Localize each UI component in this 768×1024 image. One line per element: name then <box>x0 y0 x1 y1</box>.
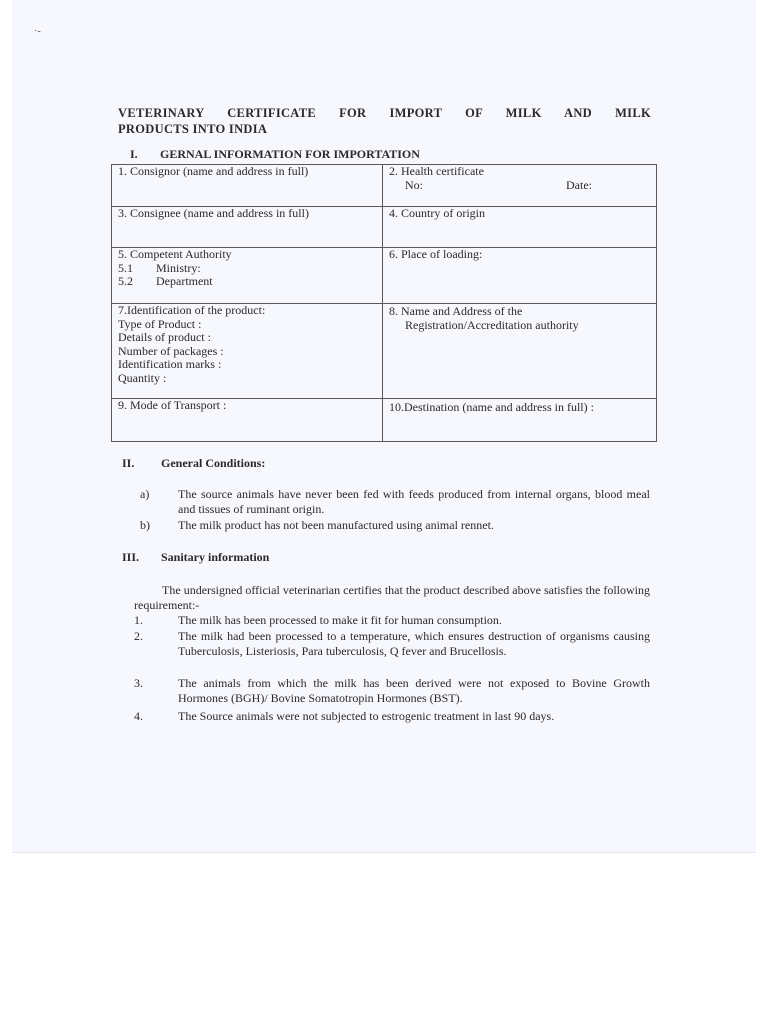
list-item <box>134 709 650 725</box>
certificate-title-line1: VETERINARY CERTIFICATE FOR IMPORT OF MILK AND MILK <box>118 106 651 120</box>
section2-number: II. <box>122 456 135 470</box>
product-identification-label: 7.Identification of the product: <box>118 303 266 317</box>
consignor-cell <box>112 165 383 207</box>
section3-number: III. <box>122 550 140 564</box>
section1-heading <box>130 147 420 162</box>
health-certificate-no-date <box>389 179 650 193</box>
list-marker: b) <box>140 518 150 532</box>
ministry-line: 5.1 Ministry: <box>118 260 201 275</box>
list-item <box>140 487 650 517</box>
health-certificate-label: 2. Health certificate <box>389 164 484 178</box>
list-text: The source animals have never been fed with feeds produced from internal organs, blood meal and tissues of ruminant origin. <box>178 487 650 516</box>
general-information-table <box>111 164 657 442</box>
consignor-label: 1. Consignor (name and address in full) <box>118 164 309 178</box>
country-of-origin-label: 4. Country of origin <box>389 206 485 220</box>
registration-authority-cell <box>383 304 657 399</box>
sanitary-intro: The undersigned official veterinarian certifies that the product described above satisfies the following requirement:- <box>134 583 650 612</box>
competent-authority-label: 5. Competent Authority <box>118 247 232 261</box>
destination-cell <box>383 399 657 442</box>
place-of-loading-label: 6. Place of loading: <box>389 247 483 261</box>
country-of-origin-cell <box>383 207 657 248</box>
list-marker: 2. <box>134 629 143 643</box>
table-row <box>112 399 657 442</box>
list-marker: 4. <box>134 709 143 723</box>
list-marker: 3. <box>134 676 143 690</box>
number-of-packages-label: Number of packages : <box>118 343 224 358</box>
consignee-label: 3. Consignee (name and address in full) <box>118 206 309 220</box>
table-row <box>112 207 657 248</box>
type-of-product-label: Type of Product : <box>118 316 202 331</box>
list-text: The Source animals were not subjected to estrogenic treatment in last 90 days. <box>178 709 555 723</box>
section3-heading <box>122 550 269 565</box>
competent-authority-cell <box>112 248 383 304</box>
product-identification-cell <box>112 304 383 399</box>
list-marker: a) <box>140 487 150 501</box>
table-row <box>112 165 657 207</box>
table-row <box>112 304 657 399</box>
list-text: The milk had been processed to a temperature, which ensures destruction of organisms causing Tuberculosis, Listeriosis, Para tuberculosis, Q fever and Brucellosis. <box>178 629 650 658</box>
section1-title: GERNAL INFORMATION FOR IMPORTATION <box>160 147 420 161</box>
place-of-loading-cell <box>383 248 657 304</box>
department-line: 5.2 Department <box>118 274 213 288</box>
list-item <box>134 629 650 675</box>
registration-authority-label2: Registration/Accreditation authority <box>405 317 579 332</box>
identification-marks-label: Identification marks : <box>118 357 222 371</box>
list-text: The animals from which the milk has been derived were not exposed to Bovine Growth Hormones (BGH)/ Bovine Somatotropin Hormones (BST). <box>178 676 650 705</box>
section1-number: I. <box>130 147 138 161</box>
mode-of-transport-label: 9. Mode of Transport : <box>118 398 227 412</box>
health-certificate-no: No: <box>405 177 423 192</box>
scan-speck: ·- <box>34 26 41 37</box>
section2-heading <box>122 456 265 471</box>
details-of-product-label: Details of product : <box>118 330 211 344</box>
list-item <box>140 518 650 534</box>
health-certificate-cell <box>383 165 657 207</box>
list-text: The milk has been processed to make it fit for human consumption. <box>178 613 502 627</box>
consignee-cell <box>112 207 383 248</box>
list-item <box>134 676 650 706</box>
section2-title: General Conditions: <box>161 456 266 470</box>
section3-title: Sanitary information <box>161 550 270 564</box>
table-row <box>112 248 657 304</box>
mode-of-transport-cell <box>112 399 383 442</box>
list-item <box>134 613 650 629</box>
destination-label: 10.Destination (name and address in full) : <box>389 400 594 414</box>
registration-authority-label: 8. Name and Address of the <box>389 304 523 318</box>
list-text: The milk product has not been manufactured using animal rennet. <box>178 518 494 532</box>
quantity-label: Quantity : <box>118 370 167 385</box>
certificate-title-line2: PRODUCTS INTO INDIA <box>118 122 268 136</box>
health-certificate-date: Date: <box>566 177 592 192</box>
list-marker: 1. <box>134 613 143 627</box>
